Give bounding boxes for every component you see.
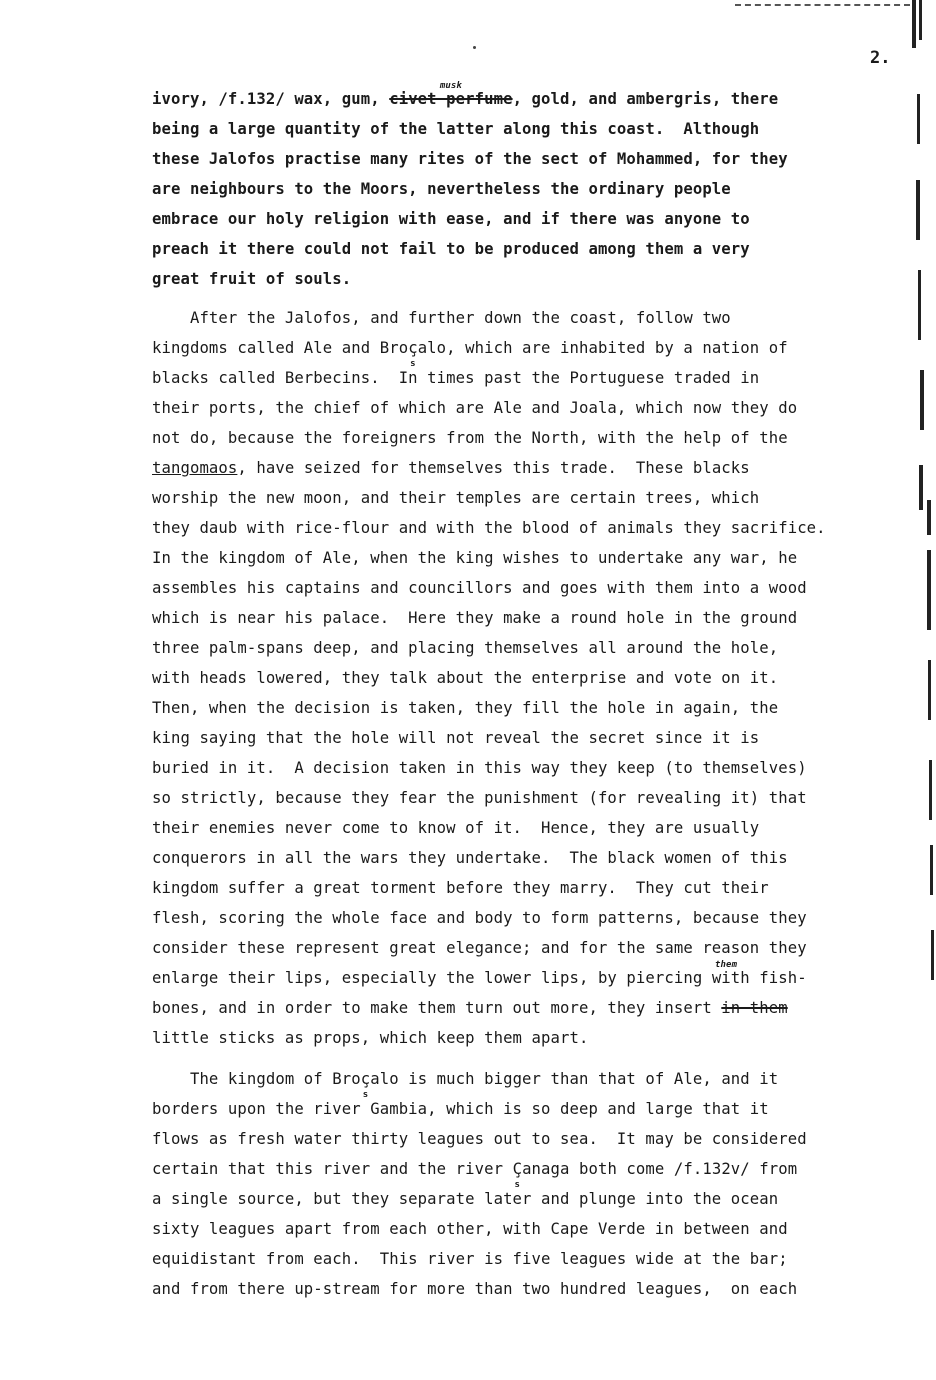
text-line: which is near his palace. Here they make a round hole in the ground <box>152 609 798 627</box>
text-line: bones, and in order to make them turn out more, they insert in them <box>152 993 922 1023</box>
text-line: with heads lowered, they talk about the enterprise and vote on it. <box>152 669 779 687</box>
text-line: After the Jalofos, and further down the coast, follow two <box>152 309 731 327</box>
paragraph-3 <box>152 1064 922 1304</box>
page-number: 2. <box>870 48 891 68</box>
text-line: their ports, the chief of which are Ale and Joala, which now they do <box>152 399 798 417</box>
text-line: little sticks as props, which keep them apart. <box>152 1029 589 1047</box>
text-line: three palm-spans deep, and placing themselves all around the hole, <box>152 639 779 657</box>
text-line: a single source, but they separate later and plunge into the ocean <box>152 1190 779 1208</box>
text-line: The kingdom of Broç s alo is much bigger than that of Ale, and it <box>152 1064 922 1094</box>
text-line: Then, when the decision is taken, they fill the hole in again, the <box>152 699 779 717</box>
text-line: flows as fresh water thirty leagues out to sea. It may be considered <box>152 1130 807 1148</box>
text-line: and from there up-stream for more than two hundred leagues, on each <box>152 1280 798 1298</box>
edge-artifact <box>912 0 916 48</box>
edge-artifact <box>927 550 931 630</box>
inserted-word-wrap: with them <box>702 963 749 993</box>
text-line: preach it there could not fail to be produced among them a very <box>152 240 750 258</box>
struck-text: in them <box>721 999 788 1017</box>
text-line: worship the new moon, and their temples are certain trees, which <box>152 489 760 507</box>
text-line: flesh, scoring the whole face and body to form patterns, because they <box>152 909 807 927</box>
struck-text-wrap <box>721 993 787 1023</box>
text-line: they daub with rice-flour and with the blood of animals they sacrifice. <box>152 519 826 537</box>
text-line: being a large quantity of the latter along this coast. Although <box>152 120 760 138</box>
cedilla-mark: Ç s <box>513 1154 523 1184</box>
text-line: tangomaos, have seized for themselves this trade. These blacks <box>152 459 750 477</box>
speck-mark <box>473 46 476 49</box>
text-line: not do, because the foreigners from the North, with the help of the <box>152 429 788 447</box>
text-line: equidistant from each. This river is five leagues wide at the bar; <box>152 1250 788 1268</box>
text-line: In the kingdom of Ale, when the king wishes to undertake any war, he <box>152 549 798 567</box>
text-line: assembles his captains and councillors and goes with them into a wood <box>152 579 807 597</box>
text-line: sixty leagues apart from each other, with Cape Verde in between and <box>152 1220 788 1238</box>
text-line: so strictly, because they fear the punishment (for revealing it) that <box>152 789 807 807</box>
edge-artifact <box>929 760 932 820</box>
text-line: ivory, /f.132/ wax, gum, civet perfume musk , gold, and ambergris, there <box>152 84 922 114</box>
text-line: consider these represent great elegance; and for the same reason they <box>152 939 807 957</box>
text-line: embrace our holy religion with ease, and if there was anyone to <box>152 210 750 228</box>
text-line: borders upon the river Gambia, which is so deep and large that it <box>152 1100 769 1118</box>
text-line: blacks called Berbecins. In times past the Portuguese traded in <box>152 369 760 387</box>
cedilla-mark: ç s <box>408 333 418 363</box>
underlined-term: tangomaos <box>152 459 238 477</box>
text-line: enlarge their lips, especially the lower lips, by piercing with them fish- <box>152 963 922 993</box>
edge-artifact <box>931 930 934 980</box>
text-line: these Jalofos practise many rites of the sect of Mohammed, for they <box>152 150 788 168</box>
text-line: great fruit of souls. <box>152 270 352 288</box>
edge-artifact <box>928 660 931 720</box>
paragraph-1 <box>152 81 922 294</box>
text-line: kingdoms called Ale and Broç s alo, which are inhabited by a nation of <box>152 333 922 363</box>
cedilla-mark: ç s <box>361 1064 371 1094</box>
text-line: conquerors in all the wars they undertake. The black women of this <box>152 849 788 867</box>
text-line: are neighbours to the Moors, nevertheless the ordinary people <box>152 180 731 198</box>
text-line: certain that this river and the river Ç s anaga both come /f.132v/ from <box>152 1154 922 1184</box>
text-line: buried in it. A decision taken in this way they keep (to themselves) <box>152 759 807 777</box>
text-line: king saying that the hole will not reveal the secret since it is <box>152 729 760 747</box>
edge-artifact <box>930 845 933 895</box>
cedilla-note: s <box>410 359 416 369</box>
text-line: kingdom suffer a great torment before they marry. They cut their <box>152 879 769 897</box>
handwritten-correction: musk <box>439 81 462 91</box>
struck-text: civet perfume <box>389 90 513 108</box>
cedilla-note: s <box>362 1090 369 1100</box>
paragraph-2 <box>152 303 922 1053</box>
top-edge-dashes <box>735 4 910 6</box>
handwritten-insertion: them <box>715 960 738 970</box>
edge-artifact <box>919 0 922 40</box>
edge-artifact <box>927 500 931 535</box>
text-line: their enemies never come to know of it. Hence, they are usually <box>152 819 760 837</box>
cedilla-note: s <box>514 1180 521 1190</box>
struck-text-wrap <box>389 81 513 114</box>
